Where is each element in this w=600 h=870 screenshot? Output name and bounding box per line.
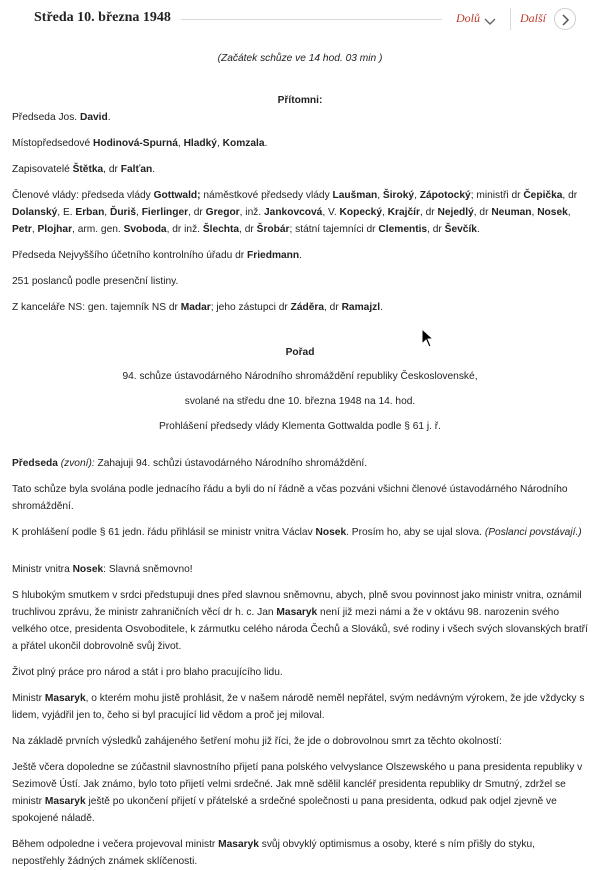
minister-intro: Ministr vnitra Nosek: Slavná sněmovno!	[12, 564, 193, 575]
scroll-down-link[interactable]: Dolů	[456, 11, 480, 25]
vice-chairs-line: Místopředsedové Hodinová-Spurná, Hladký, Komzala.	[12, 138, 268, 149]
chevron-right-icon	[561, 14, 571, 26]
header-separator	[510, 8, 511, 30]
chevron-down-icon[interactable]	[484, 14, 496, 24]
agenda-heading: Pořad	[285, 347, 315, 358]
office-staff-line: Z kanceláře NS: gen. tajemník NS dr Madar; jeho zástupci dr Záděra, dr Ramajzl.	[12, 302, 383, 313]
next-session-link[interactable]: Další	[520, 11, 547, 25]
chair-line: Předseda Jos. David.	[12, 112, 111, 123]
speech-paragraph: Ministr Masaryk, o kterém mohu jistě prohlásit, že v našem národě neměl nepřátel, svým nedávným výrokem, že jde vždycky s lidem, vyjádřil jen to, čeho si byl pracující lid vědom a proč jej miloval.	[12, 693, 585, 721]
opening-statement: Předseda (zvoní): Zahajuji 94. schůzi ústavodárného Národního shromáždění.	[12, 458, 368, 469]
present-heading: Přítomni:	[277, 95, 323, 106]
speech-paragraph: Během odpoledne i večera projevoval ministr Masaryk svůj obvyklý optimismus a osoby, které s ním přišly do styku, nepostřehly žádných známek sklíčenosti.	[12, 839, 536, 867]
audit-office-line: Předseda Nejvyššího účetního kontrolního úřadu dr Friedmann.	[12, 250, 302, 261]
header-divider-line	[181, 19, 442, 20]
agenda-item: 94. schůze ústavodárného Národního shromáždění republiky Československé,	[122, 371, 478, 382]
speech-paragraph: Život plný práce pro národ a stát i pro blaho pracujícího lidu.	[12, 667, 283, 678]
agenda-item: Prohlášení předsedy vlády Klementa Gottwalda podle § 61 j. ř.	[158, 421, 442, 432]
session-date-title: Středa 10. března 1948	[34, 10, 171, 25]
speech-paragraph: Ještě včera dopoledne se zúčastnil slavnostního přijetí pana polského velvyslance Olszewského u pana presidenta republiky v Sezimově Ústí. Jak známo, bylo toto přijetí velmi srdečné. Jak mně sdělil kancléř presidenta republiky dr Smutný, zdržel se ministr Masaryk ještě po ukončení přijetí v přátelské a srdečné společnosti u pana presidenta, odkud pak odjel zjevně ve spokojené náladě.	[12, 762, 583, 824]
government-members-paragraph: Členové vlády: předseda vlády Gottwald; náměstkové předsedy vlády Laušman, Široký, Zápotocký; ministři dr Čepička, dr Dolanský, E. Erban, Ďuriš, Fierlinger, dr Gregor, inž. Jankovcová, V. Kopecký, Krajčír, dr Nejedlý, dr Neuman, Nosek, Petr, Plojhar, arm. gen. Svoboda, dr inž. Šlechta, dr Šrobár; státní tajemníci dr Clementis, dr Ševčík.	[12, 190, 578, 235]
speech-paragraph: Na základě prvních výsledků zahájeného šetření mohu již říci, že jde o dobrovolnou smrt za těchto okolností:	[12, 736, 502, 747]
convening-paragraph: Tato schůze byla svolána podle jednacího řádu a byli do ní řádně a včas pozváni všichni členové ústavodárného Národního shromáždění.	[12, 484, 568, 512]
recorders-line: Zapisovatelé Štětka, dr Falťan.	[12, 164, 156, 175]
speech-paragraph: S hlubokým smutkem v srdci předstupuji dnes před slavnou sněmovnu, abych, plně svou povinnost jako ministr vnitra, oznámil truchlivou zprávu, že ministr zahraničních věcí dr h. c. Jan Masaryk není již mezi námi a že v oktávu 98. narozenin svého velkého otce, presidenta Osvoboditele, k zármutku celého národa Čechů a Slováků, své rodiny i všech svých slovanských bratří a přátel ukončil dobrovolně svůj život.	[12, 590, 588, 652]
agenda-item: svolané na středu dne 10. března 1948 na 14. hod.	[184, 396, 416, 407]
top-navigation-bar	[0, 0, 600, 38]
session-start-note: (Začátek schůze ve 14 hod. 03 min )	[217, 53, 383, 64]
transcript-body	[12, 50, 588, 870]
floor-given-paragraph: K prohlášení podle § 61 jedn. řádu přihlásil se ministr vnitra Václav Nosek. Prosím ho, aby se ujal slova. (Poslanci povstávají.)	[12, 527, 582, 538]
mouse-pointer-icon	[421, 328, 435, 348]
next-arrow-button[interactable]	[554, 8, 576, 30]
deputies-count-line: 251 poslanců podle presenční listiny.	[12, 276, 179, 287]
